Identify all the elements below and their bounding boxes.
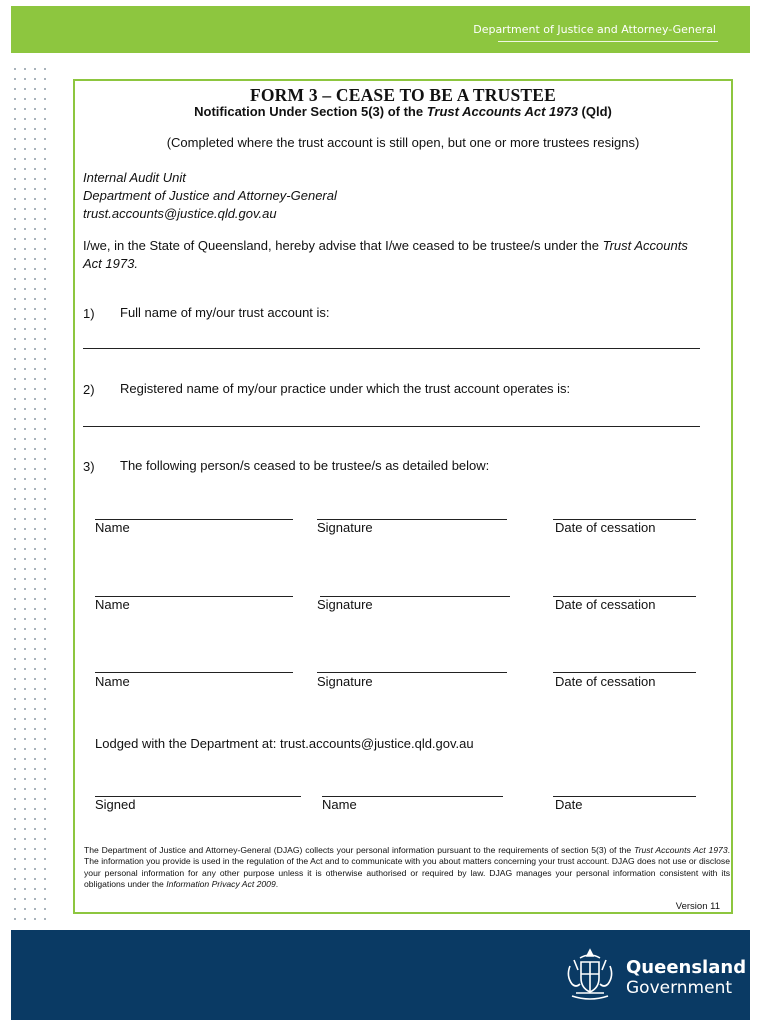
trustee-2-name-label: Name bbox=[95, 597, 130, 612]
header-bar bbox=[11, 6, 750, 53]
address-email: trust.accounts@justice.qld.gov.au bbox=[83, 206, 277, 221]
trustee-2-signature-label: Signature bbox=[317, 597, 373, 612]
privacy-part-1: The Department of Justice and Attorney-General (DJAG) collects your personal information pursuant to the requirements of section 5(3) of the bbox=[84, 845, 634, 855]
form-note: (Completed where the trust account is still open, but one or more trustees resigns) bbox=[166, 135, 640, 150]
trustee-3-name-label: Name bbox=[95, 674, 130, 689]
q1-number: 1) bbox=[83, 306, 95, 321]
form-title: FORM 3 – CEASE TO BE A TRUSTEE bbox=[249, 85, 557, 105]
trustee-2-date-label: Date of cessation bbox=[555, 597, 656, 612]
dot-pattern bbox=[10, 64, 54, 926]
brand-government: Government bbox=[626, 978, 733, 998]
form-container bbox=[73, 79, 733, 914]
q2-answer-line[interactable] bbox=[83, 426, 700, 427]
q1-text: Full name of my/our trust account is: bbox=[120, 305, 330, 320]
trustee-1-date-label: Date of cessation bbox=[555, 520, 656, 535]
brand-queensland: Queensland bbox=[626, 957, 747, 978]
sign-name-label: Name bbox=[322, 797, 357, 812]
department-name: Department of Justice and Attorney-General bbox=[473, 23, 716, 36]
trustee-1-name-label: Name bbox=[95, 520, 130, 535]
privacy-part-2: . The information you provide is used in the regulation of the Act and to communicate with you about matters concerning your trust account. DJAG does not use or disclose your personal information for any other purpose unless it is otherwise authorised or required by law. DJAG manages your personal information consistent with its obligations under the bbox=[84, 845, 730, 890]
trustee-3-date-label: Date of cessation bbox=[555, 674, 656, 689]
subtitle-prefix: Notification Under Section 5(3) of the bbox=[194, 104, 427, 119]
address-block bbox=[83, 169, 337, 223]
footer-bar bbox=[11, 930, 750, 1020]
address-line-2: Department of Justice and Attorney-General bbox=[83, 188, 337, 203]
trustee-1-signature-label: Signature bbox=[317, 520, 373, 535]
subtitle-suffix: (Qld) bbox=[577, 104, 612, 119]
sign-date-label: Date bbox=[555, 797, 583, 812]
trustee-3-signature-label: Signature bbox=[317, 674, 373, 689]
privacy-part-3: . bbox=[275, 879, 279, 890]
queensland-crest-icon bbox=[560, 944, 620, 1004]
header-rule bbox=[498, 41, 718, 42]
signed-label: Signed bbox=[95, 797, 136, 812]
q3-number: 3) bbox=[83, 459, 95, 474]
privacy-act-1: Trust Accounts Act 1973 bbox=[634, 845, 728, 855]
intro-act: Trust Accounts Act 1973. bbox=[83, 238, 688, 271]
privacy-act-2: Information Privacy Act 2009 bbox=[166, 879, 276, 890]
address-line-1: Internal Audit Unit bbox=[83, 170, 186, 185]
q2-text: Registered name of my/our practice under which the trust account operates is: bbox=[120, 381, 571, 396]
q1-answer-line[interactable] bbox=[83, 348, 700, 349]
privacy-notice bbox=[84, 845, 730, 891]
form-subtitle bbox=[75, 104, 731, 119]
q3-text: The following person/s ceased to be trustee/s as detailed below: bbox=[120, 458, 490, 473]
q2-number: 2) bbox=[83, 382, 95, 397]
version-label: Version 11 bbox=[675, 901, 720, 912]
subtitle-act: Trust Accounts Act 1973 bbox=[426, 104, 578, 119]
intro-text: I/we, in the State of Queensland, hereby advise that I/we ceased to be trustee/s under the bbox=[83, 238, 603, 253]
lodged-statement: Lodged with the Department at: trust.accounts@justice.qld.gov.au bbox=[95, 736, 474, 751]
intro-statement bbox=[83, 237, 698, 273]
